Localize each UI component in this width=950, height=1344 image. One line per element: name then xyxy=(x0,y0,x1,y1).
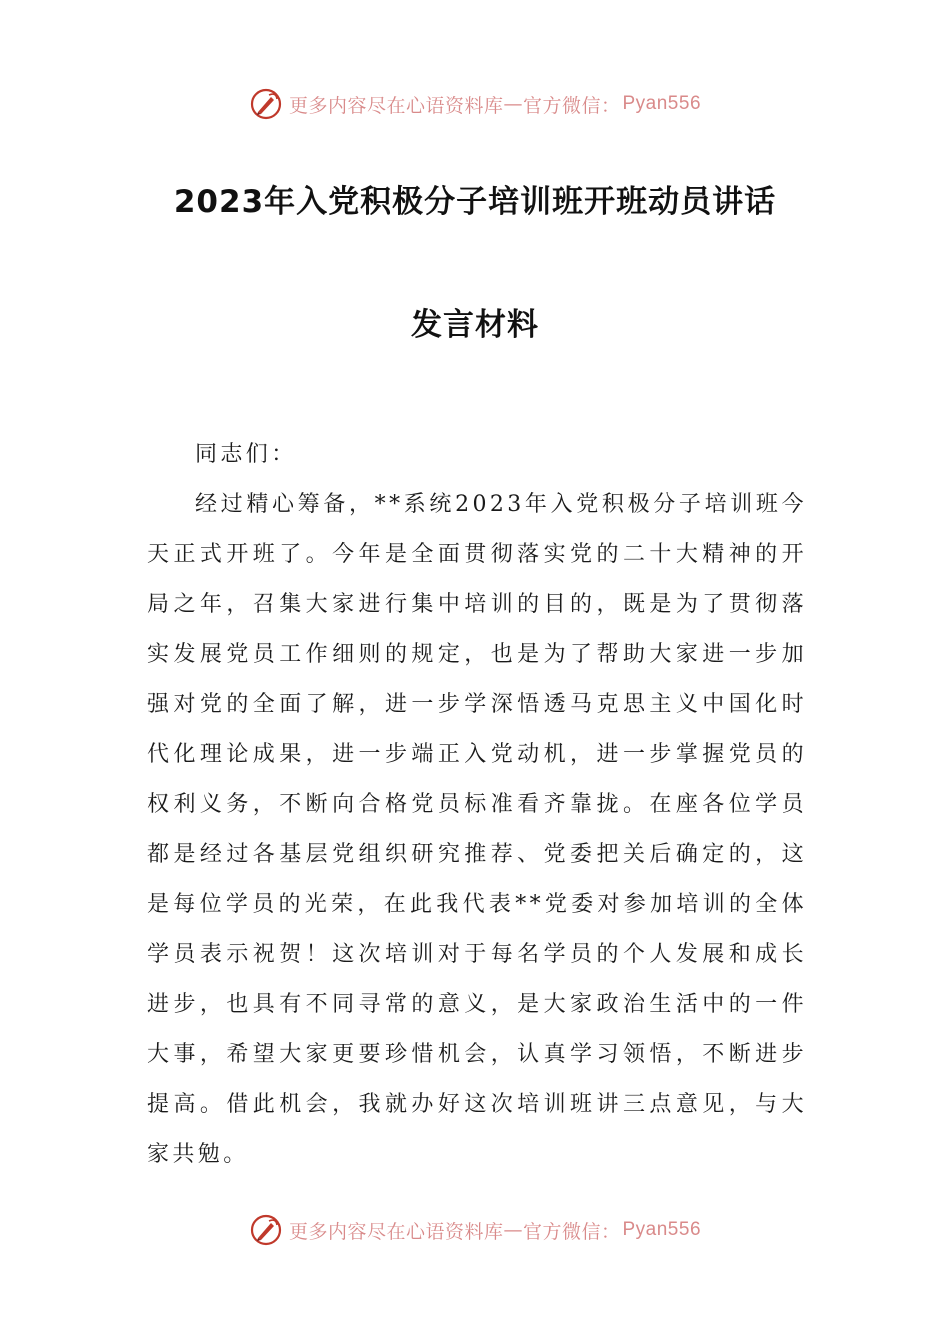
watermark-brand: 更多内容尽在心语资料库 xyxy=(288,1220,504,1243)
footer-watermark xyxy=(0,1210,950,1250)
watermark-separator: — xyxy=(503,93,523,115)
pen-nib-logo-icon xyxy=(249,87,283,121)
watermark-account: Pyan556 xyxy=(622,93,702,114)
pen-nib-logo-icon xyxy=(249,1213,283,1247)
document-title-line2: 发言材料 xyxy=(411,307,539,343)
header-watermark xyxy=(0,84,950,124)
watermark-separator: — xyxy=(503,1219,523,1241)
document-body xyxy=(147,430,807,1180)
watermark-wechat-label: 官方微信： xyxy=(522,1220,621,1243)
paragraph: 经过精心筹备，**系统2023年入党积极分子培训班今天正式开班了。今年是全面贯彻落实党的二十大精神的开局之年，召集大家进行集中培训的目的，既是为了贯彻落实发展党员工作细则的规定，也是为了帮助大家进一步加强对党的全面了解，进一步学深悟透马克思主义中国化时代化理论成果，进一步端正入党动机，进一步掌握党员的权利义务，不断向合格党员标准看齐靠拢。在座各位学员都是经过各基层党组织研究推荐、党委把关后确定的，这是每位学员的光荣，在此我代表**党委对参加培训的全体学员表示祝贺！这次培训对于每名学员的个人发展和成长进步，也具有不同寻常的意义，是大家政治生活中的一件大事，希望大家更要珍惜机会，认真学习领悟，不断进步提高。借此机会，我就办好这次培训班讲三点意见，与大家共勉。 xyxy=(147,492,807,1167)
salutation: 同志们： xyxy=(195,442,297,467)
watermark-account: Pyan556 xyxy=(622,1219,702,1240)
watermark-brand: 更多内容尽在心语资料库 xyxy=(288,94,504,117)
document-title-line1: 2023年入党积极分子培训班开班动员讲话 xyxy=(173,184,777,220)
watermark-wechat-label: 官方微信： xyxy=(522,94,621,117)
